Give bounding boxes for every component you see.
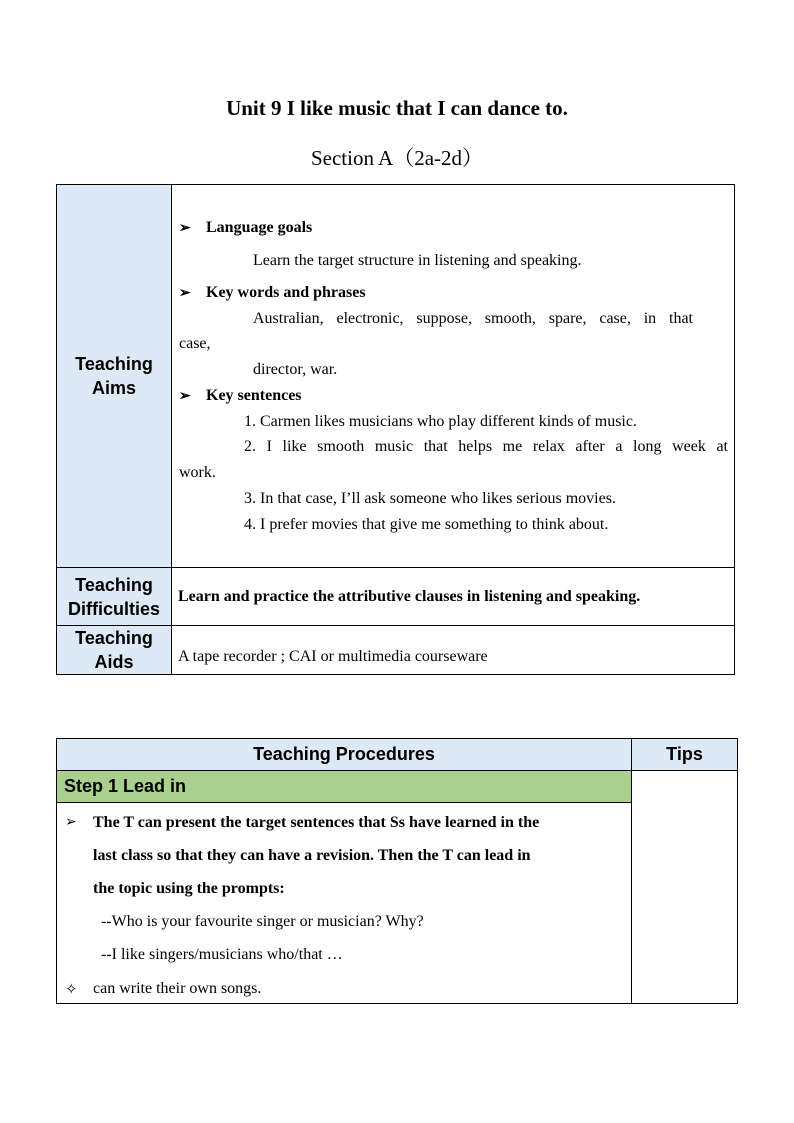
teaching-aims-content bbox=[172, 185, 735, 568]
tips-header: Tips bbox=[632, 739, 738, 771]
document-title: Unit 9 I like music that I can dance to. bbox=[226, 96, 568, 120]
key-sentence-3: 3. In that case, I’ll ask someone who likes serious movies. bbox=[244, 490, 616, 507]
tips-cell bbox=[632, 771, 738, 1004]
step-1-heading: Step 1 Lead in bbox=[57, 771, 632, 803]
key-sentence-4: 4. I prefer movies that give me something to think about. bbox=[244, 516, 609, 533]
key-words-line-3: director, war. bbox=[253, 361, 338, 378]
teaching-procedures-table bbox=[56, 738, 738, 1004]
procedure-prompt-2: --I like singers/musicians who/that … bbox=[101, 946, 343, 963]
arrow-bullet-icon: ➢ bbox=[179, 286, 191, 301]
teaching-info-table bbox=[56, 184, 735, 675]
teaching-difficulties-header bbox=[57, 568, 172, 626]
teaching-aids-text: A tape recorder ; CAI or multimedia courseware bbox=[172, 626, 735, 675]
key-words-heading: ➢ Key words and phrases bbox=[179, 284, 366, 301]
procedure-line-2: last class so that they can have a revision. Then the T can lead in bbox=[93, 847, 531, 864]
key-sentences-heading: ➢ Key sentences bbox=[179, 387, 302, 404]
arrow-bullet-icon: ➢ bbox=[65, 815, 77, 830]
procedure-prompt-1: --Who is your favourite singer or musician? Why? bbox=[101, 913, 424, 930]
teaching-aims-label: Teaching Aims bbox=[75, 354, 153, 398]
language-goals-text: Learn the target structure in listening and speaking. bbox=[253, 252, 582, 269]
teaching-aims-header bbox=[57, 185, 172, 568]
key-sentence-1: 1. Carmen likes musicians who play different kinds of music. bbox=[244, 413, 637, 430]
key-words-line-1: Australian, electronic, suppose, smooth, spare, case, in that bbox=[253, 310, 693, 327]
key-words-line-2: case, bbox=[179, 335, 211, 352]
difficulties-label-line-2: Difficulties bbox=[67, 598, 160, 619]
difficulties-label-line-1: Teaching bbox=[75, 574, 153, 595]
arrow-bullet-icon: ➢ bbox=[179, 221, 191, 236]
aids-label-line-1: Teaching bbox=[75, 628, 153, 648]
procedures-header: Teaching Procedures bbox=[57, 739, 632, 771]
aids-label-line-2: Aids bbox=[94, 652, 134, 672]
key-sentence-2-cont: work. bbox=[179, 464, 216, 481]
diamond-bullet-icon: ✧ bbox=[65, 982, 78, 998]
key-sentence-2: 2. I like smooth music that helps me relax after a long week at bbox=[244, 438, 728, 455]
arrow-bullet-icon: ➢ bbox=[179, 389, 191, 404]
step-1-content bbox=[57, 803, 632, 1004]
procedure-line-6: can write their own songs. bbox=[93, 980, 262, 997]
language-goals-heading: ➢ Language goals bbox=[179, 219, 313, 236]
document-subtitle: Section A（2a-2d） bbox=[310, 146, 484, 170]
procedure-line-1: The T can present the target sentences that Ss have learned in the bbox=[93, 814, 540, 831]
teaching-aids-header bbox=[57, 626, 172, 675]
procedure-line-3: the topic using the prompts: bbox=[93, 880, 285, 897]
teaching-difficulties-text: Learn and practice the attributive clauses in listening and speaking. bbox=[172, 568, 735, 626]
